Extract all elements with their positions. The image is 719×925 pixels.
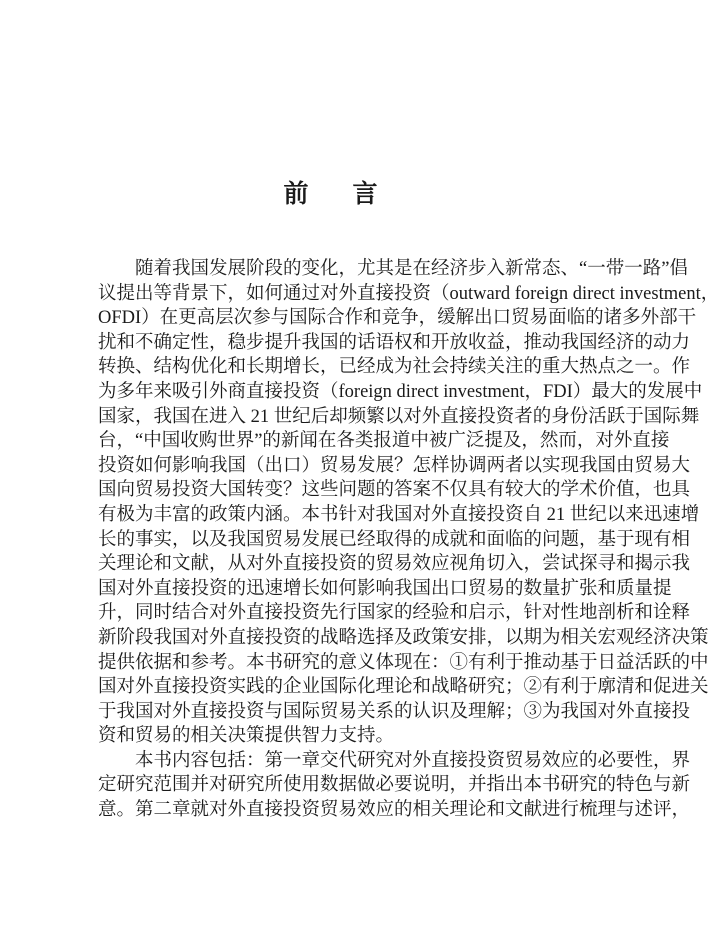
paragraph	[98, 749, 691, 823]
page-title	[0, 174, 661, 210]
text-line: 国对外直接投资实践的企业国际化理论和战略研究；②有利于廓清和促进关	[98, 677, 709, 698]
text-line: 本书内容包括：第一章交代研究对外直接投资贸易效应的必要性，界	[135, 750, 691, 771]
text-line: 议提出等背景下，如何通过对外直接投资（outward foreign direct investment，	[98, 283, 719, 304]
text-line: 长的事实，以及我国贸易发展已经取得的成就和面临的问题，基于现有相	[98, 529, 691, 550]
body-text	[98, 257, 719, 823]
text-line: 投资如何影响我国（出口）贸易发展？怎样协调两者以实现我国由贸易大	[98, 455, 691, 476]
text-line: 资和贸易的相关决策提供智力支持。	[98, 726, 395, 747]
text-line: 国向贸易投资大国转变？这些问题的答案不仅具有较大的学术价值，也具	[98, 480, 691, 501]
text-line: 转换、结构优化和长期增长，已经成为社会持续关注的重大热点之一。作	[98, 357, 691, 378]
text-line: 台，“中国收购世界”的新闻在各类报道中被广泛提及，然而，对外直接	[98, 431, 670, 452]
title-char: 前	[283, 181, 309, 208]
text-line: 为多年来吸引外商直接投资（foreign direct investment，FDI）最大的发展中	[98, 381, 703, 402]
paragraph	[98, 257, 719, 749]
text-line: 提供依据和参考。本书研究的意义体现在：①有利于推动基于日益活跃的中	[98, 652, 709, 673]
text-line: OFDI）在更高层次参与国际合作和竞争，缓解出口贸易面临的诸多外部干	[98, 308, 697, 329]
title-char: 言	[352, 181, 378, 208]
text-line: 意。第二章就对外直接投资贸易效应的相关理论和文献进行梳理与述评，	[98, 800, 691, 821]
text-line: 关理论和文献，从对外直接投资的贸易效应视角切入，尝试探寻和揭示我	[98, 554, 691, 575]
text-line: 扰和不确定性，稳步提升我国的话语权和开放收益，推动我国经济的动力	[98, 332, 691, 353]
text-line: 升，同时结合对外直接投资先行国家的经验和启示，针对性地剖析和诠释	[98, 603, 691, 624]
text-line: 于我国对外直接投资与国际贸易关系的认识及理解；③为我国对外直接投	[98, 701, 691, 722]
text-line: 有极为丰富的政策内涵。本书针对我国对外直接投资自 21 世纪以来迅速增	[98, 504, 700, 525]
text-line: 随着我国发展阶段的变化，尤其是在经济步入新常态、“一带一路”倡	[135, 259, 688, 279]
text-line: 国对外直接投资的迅速增长如何影响我国出口贸易的数量扩张和质量提	[98, 578, 672, 599]
text-line: 新阶段我国对外直接投资的战略选择及政策安排，以期为相关宏观经济决策	[98, 627, 709, 648]
text-line: 定研究范围并对研究所使用数据做必要说明，并指出本书研究的特色与新	[98, 775, 691, 796]
text-line: 国家，我国在进入 21 世纪后却频繁以对外直接投资者的身份活跃于国际舞	[98, 406, 700, 427]
